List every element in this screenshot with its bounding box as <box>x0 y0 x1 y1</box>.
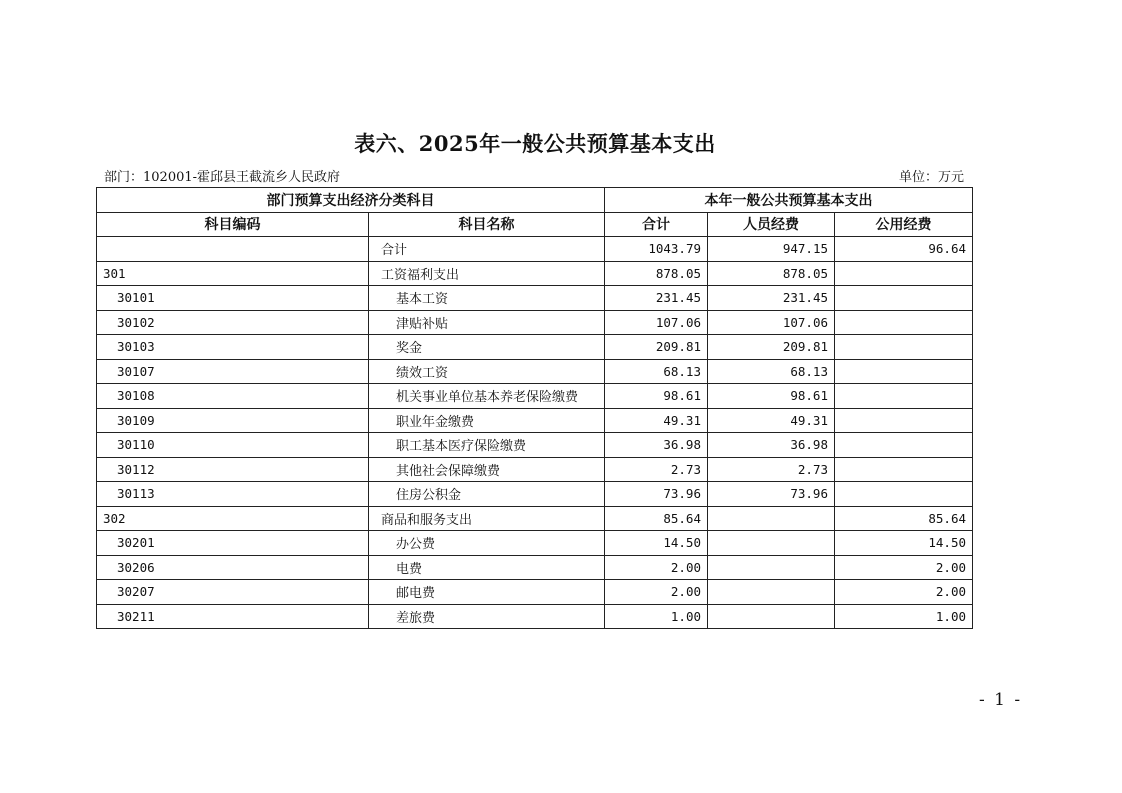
row-total: 1.00 <box>605 604 708 629</box>
row-name: 差旅费 <box>369 604 605 629</box>
row-name: 绩效工资 <box>369 359 605 384</box>
table-row <box>97 580 973 605</box>
row-public <box>835 482 973 507</box>
table-row <box>97 457 973 482</box>
row-code: 30201 <box>97 531 369 556</box>
header-name: 科目名称 <box>369 212 605 237</box>
row-personnel: 878.05 <box>708 261 835 286</box>
row-name: 机关事业单位基本养老保险缴费 <box>369 384 605 409</box>
row-total: 2.73 <box>605 457 708 482</box>
row-total: 73.96 <box>605 482 708 507</box>
row-total: 231.45 <box>605 286 708 311</box>
row-name: 其他社会保障缴费 <box>369 457 605 482</box>
row-name: 津贴补贴 <box>369 310 605 335</box>
row-name: 职工基本医疗保险缴费 <box>369 433 605 458</box>
row-personnel: 98.61 <box>708 384 835 409</box>
row-total: 49.31 <box>605 408 708 433</box>
row-total: 2.00 <box>605 555 708 580</box>
page-number: - 1 - <box>979 690 1023 710</box>
total-row <box>97 237 973 262</box>
row-total: 85.64 <box>605 506 708 531</box>
table-row <box>97 359 973 384</box>
table-row <box>97 408 973 433</box>
row-personnel: 231.45 <box>708 286 835 311</box>
row-public: 1.00 <box>835 604 973 629</box>
row-code: 30102 <box>97 310 369 335</box>
row-code: 30112 <box>97 457 369 482</box>
table-row <box>97 433 973 458</box>
row-personnel <box>708 604 835 629</box>
table-row <box>97 310 973 335</box>
row-public <box>835 261 973 286</box>
row-total: 98.61 <box>605 384 708 409</box>
row-code: 30108 <box>97 384 369 409</box>
row-personnel <box>708 506 835 531</box>
row-public <box>835 457 973 482</box>
row-public: 85.64 <box>835 506 973 531</box>
row-public: 2.00 <box>835 555 973 580</box>
header-group-row <box>97 188 973 213</box>
row-public <box>835 384 973 409</box>
header-code: 科目编码 <box>97 212 369 237</box>
row-total: 1043.79 <box>605 237 708 262</box>
header-total: 合计 <box>605 212 708 237</box>
table-row <box>97 482 973 507</box>
row-code: 30113 <box>97 482 369 507</box>
row-code: 30103 <box>97 335 369 360</box>
page-title: 表六、2025年一般公共预算基本支出 <box>354 131 716 156</box>
row-total: 14.50 <box>605 531 708 556</box>
row-public <box>835 408 973 433</box>
row-total: 878.05 <box>605 261 708 286</box>
table-row <box>97 555 973 580</box>
row-public <box>835 359 973 384</box>
header-column-row <box>97 212 973 237</box>
table-row <box>97 261 973 286</box>
row-total: 68.13 <box>605 359 708 384</box>
row-total: 107.06 <box>605 310 708 335</box>
unit-label: 单位：万元 <box>898 170 964 185</box>
table-row <box>97 335 973 360</box>
row-name: 办公费 <box>369 531 605 556</box>
row-personnel: 107.06 <box>708 310 835 335</box>
row-name: 邮电费 <box>369 580 605 605</box>
header-personnel: 人员经费 <box>708 212 835 237</box>
row-code: 301 <box>97 261 369 286</box>
row-public: 2.00 <box>835 580 973 605</box>
table-row <box>97 506 973 531</box>
row-code: 30211 <box>97 604 369 629</box>
row-name: 职业年金缴费 <box>369 408 605 433</box>
row-personnel: 73.96 <box>708 482 835 507</box>
row-personnel <box>708 555 835 580</box>
row-code: 302 <box>97 506 369 531</box>
row-public: 96.64 <box>835 237 973 262</box>
row-public <box>835 335 973 360</box>
row-personnel <box>708 580 835 605</box>
row-personnel: 36.98 <box>708 433 835 458</box>
row-name: 奖金 <box>369 335 605 360</box>
row-code: 30109 <box>97 408 369 433</box>
row-total: 36.98 <box>605 433 708 458</box>
row-code: 30110 <box>97 433 369 458</box>
row-total: 2.00 <box>605 580 708 605</box>
table-row <box>97 384 973 409</box>
row-public <box>835 286 973 311</box>
department-label: 部门：102001-霍邱县王截流乡人民政府 <box>104 170 341 185</box>
row-personnel: 2.73 <box>708 457 835 482</box>
table-row <box>97 531 973 556</box>
row-name: 电费 <box>369 555 605 580</box>
row-name: 合计 <box>369 237 605 262</box>
row-code: 30207 <box>97 580 369 605</box>
row-code <box>97 237 369 262</box>
row-public: 14.50 <box>835 531 973 556</box>
table-body <box>97 237 973 629</box>
table-row <box>97 286 973 311</box>
row-personnel <box>708 531 835 556</box>
row-name: 商品和服务支出 <box>369 506 605 531</box>
row-name: 工资福利支出 <box>369 261 605 286</box>
header-public: 公用经费 <box>835 212 973 237</box>
row-name: 基本工资 <box>369 286 605 311</box>
table-row <box>97 604 973 629</box>
row-name: 住房公积金 <box>369 482 605 507</box>
row-public <box>835 433 973 458</box>
row-public <box>835 310 973 335</box>
row-code: 30107 <box>97 359 369 384</box>
row-personnel: 68.13 <box>708 359 835 384</box>
row-personnel: 209.81 <box>708 335 835 360</box>
row-code: 30206 <box>97 555 369 580</box>
row-personnel: 49.31 <box>708 408 835 433</box>
row-total: 209.81 <box>605 335 708 360</box>
header-economic-classification: 部门预算支出经济分类科目 <box>97 188 605 213</box>
row-personnel: 947.15 <box>708 237 835 262</box>
budget-table <box>96 187 973 629</box>
row-code: 30101 <box>97 286 369 311</box>
header-basic-expenditure: 本年一般公共预算基本支出 <box>605 188 973 213</box>
